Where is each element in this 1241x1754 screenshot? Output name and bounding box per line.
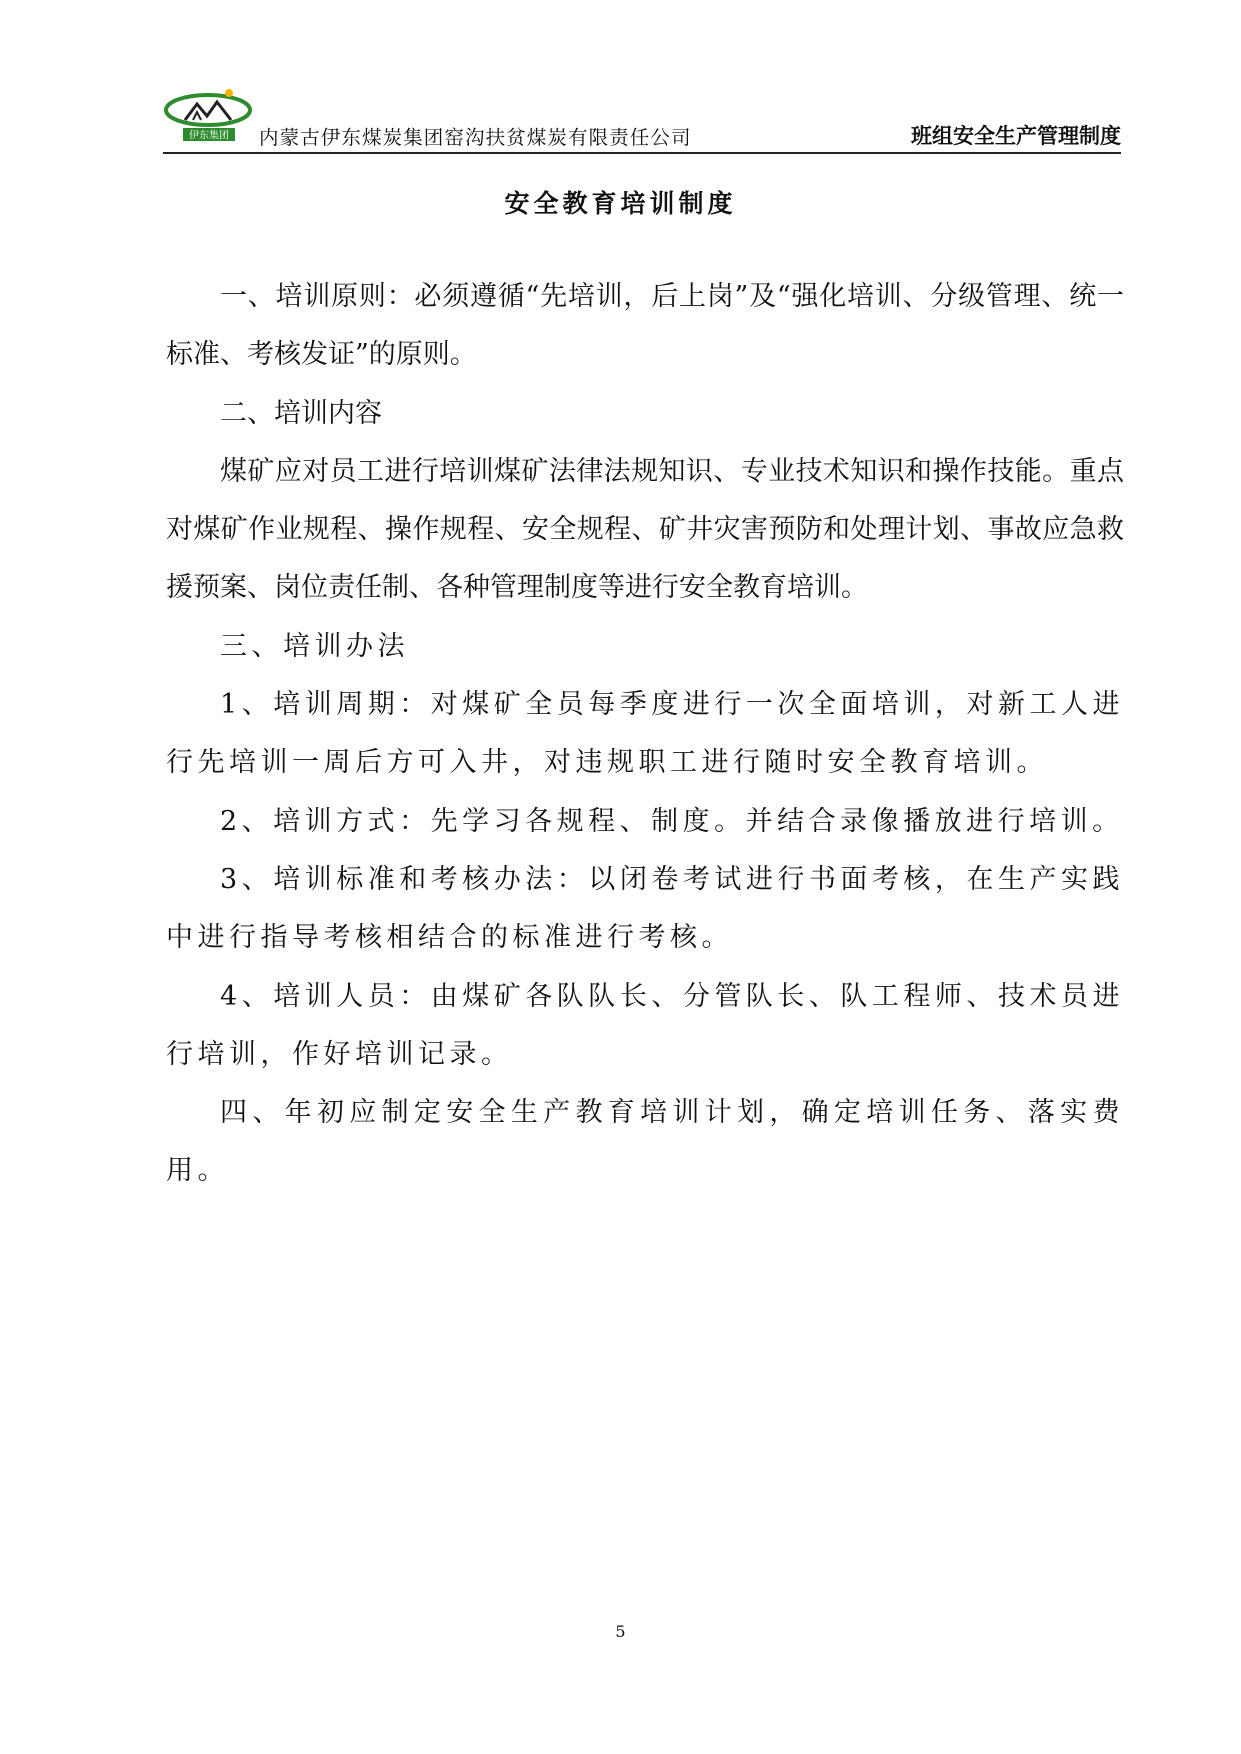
paragraph-standard: 3、培训标准和考核办法：以闭卷考试进行书面考核，在生产实践中进行指导考核相结合的标准进行考核。 [166, 863, 1124, 954]
paragraph-content: 煤矿应对员工进行培训煤矿法律法规知识、专业技术知识和操作技能。重点对煤矿作业规程、操作规程、安全规程、矿井灾害预防和处理计划、事故应急救援预案、岗位责任制、各种管理制度等进行安全教育培训。 [166, 455, 1124, 604]
company-name: 内蒙古伊东煤炭集团窑沟扶贫煤炭有限责任公司 [259, 126, 692, 149]
paragraph-cycle: 1、培训周期：对煤矿全员每季度进行一次全面培训，对新工人进行先培训一周后方可入井，对违规职工进行随时安全教育培训。 [166, 689, 1124, 779]
document-body [166, 268, 1124, 1201]
header-rule [163, 152, 1121, 154]
paragraph-personnel: 4、培训人员：由煤矿各队队长、分管队长、队工程师、技术员进行培训，作好培训记录。 [166, 980, 1124, 1070]
paragraph-principle: 一、培训原则：必须遵循“先培训，后上岗”及“强化培训、分级管理、统一标准、考核发证”的原则。 [166, 281, 1124, 371]
page-number: 5 [615, 1622, 626, 1641]
paragraph-mode: 2、培训方式：先学习各规程、制度。并结合录像播放进行培训。 [220, 805, 1124, 837]
company-logo [163, 86, 255, 146]
paragraph-method-heading: 三、培训办法 [220, 630, 409, 662]
page-header [163, 86, 1121, 156]
paragraph-content-heading: 二、培训内容 [220, 397, 382, 429]
paragraph-plan: 四、年初应制定安全生产教育培训计划，确定培训任务、落实费用。 [166, 1097, 1124, 1187]
page-title: 安全教育培训制度 [504, 189, 737, 218]
document-type: 班组安全生产管理制度 [911, 124, 1121, 148]
logo-text: 伊东集团 [189, 130, 229, 142]
